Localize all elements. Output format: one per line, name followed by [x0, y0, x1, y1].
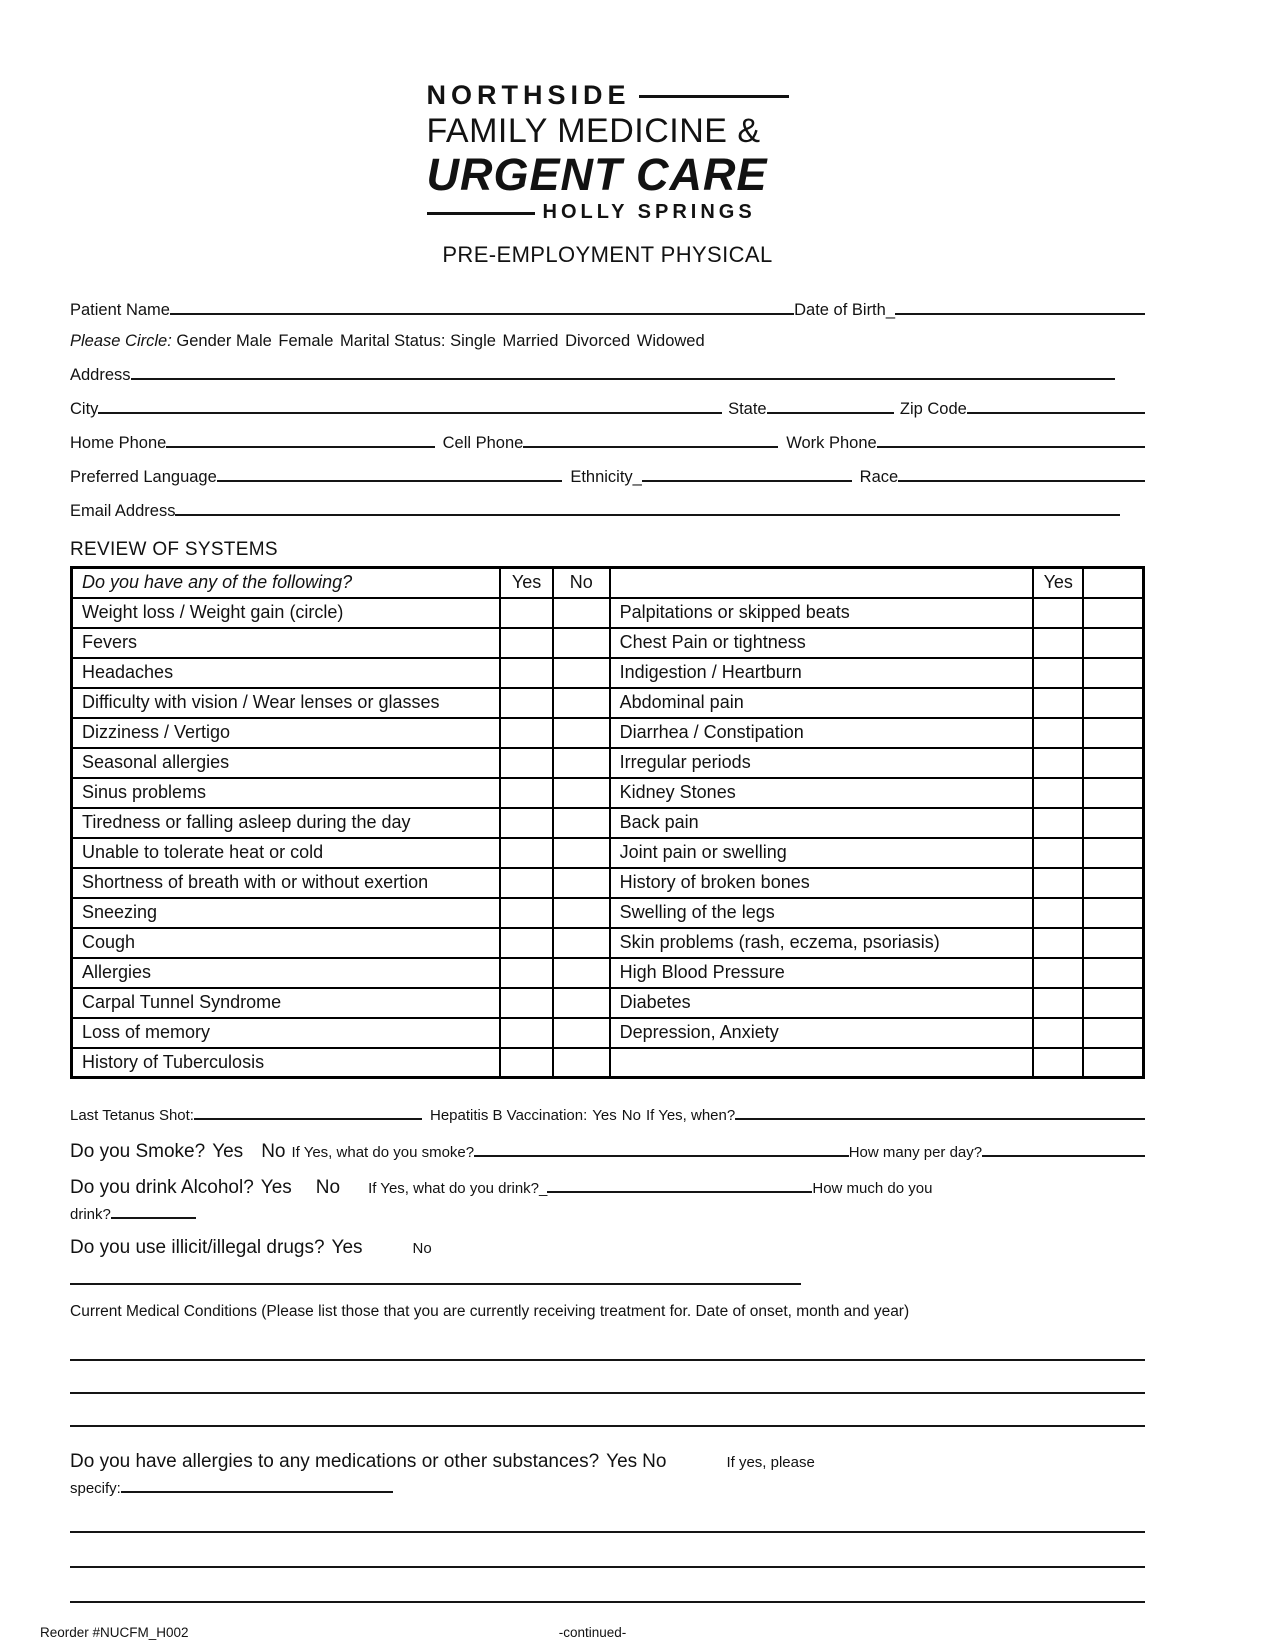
- email-input[interactable]: [175, 499, 1120, 516]
- ros-no-checkbox-left[interactable]: [553, 988, 610, 1018]
- reorder-code: Reorder #NUCFM_H002: [40, 1625, 189, 1640]
- ros-table-body: [72, 598, 1144, 1078]
- logo-rule-right: [639, 95, 789, 98]
- ros-yes-checkbox-right[interactable]: [1033, 628, 1083, 658]
- ros-no-checkbox-right[interactable]: [1083, 808, 1143, 838]
- allergy-line-3[interactable]: [70, 1601, 1145, 1603]
- logo-name-mid: FAMILY MEDICINE &: [426, 112, 761, 150]
- conditions-label: Current Medical Conditions (Please list those that you are currently receiving treatment for. Date of onset, month and year): [70, 1303, 910, 1320]
- ros-symptom-right: Diabetes: [610, 988, 1033, 1018]
- alcohol-followup-label: If Yes, what do you drink?_: [368, 1180, 548, 1197]
- ros-symptom-left: Cough: [72, 928, 501, 958]
- ros-yes-checkbox-left[interactable]: [500, 1048, 553, 1078]
- ros-table-row: [72, 628, 1144, 658]
- ros-symptom-left: Sneezing: [72, 898, 501, 928]
- ros-yes-checkbox-left[interactable]: [500, 718, 553, 748]
- ros-no-checkbox-left[interactable]: [553, 958, 610, 988]
- alcohol-no-option[interactable]: No: [315, 1177, 341, 1198]
- ros-no-checkbox-right[interactable]: [1083, 1048, 1143, 1078]
- alcohol-row: [70, 1176, 1145, 1199]
- ros-table-row: [72, 688, 1144, 718]
- ros-symptom-right: Back pain: [610, 808, 1033, 838]
- ros-yes-checkbox-right[interactable]: [1033, 868, 1083, 898]
- race-input[interactable]: [898, 465, 1145, 482]
- allergy-followup-label: If yes, please: [726, 1454, 815, 1471]
- address-label: Address: [70, 366, 131, 384]
- ros-symptom-left: Tiredness or falling asleep during the day: [72, 808, 501, 838]
- ros-yes-checkbox-left[interactable]: [500, 838, 553, 868]
- ros-symptom-right: Skin problems (rash, eczema, psoriasis): [610, 928, 1033, 958]
- ros-no-checkbox-left[interactable]: [553, 628, 610, 658]
- ros-symptom-left: Carpal Tunnel Syndrome: [72, 988, 501, 1018]
- ros-yes-checkbox-left[interactable]: [500, 1018, 553, 1048]
- ros-no-checkbox-right[interactable]: [1083, 868, 1143, 898]
- hepatitis-yes-option[interactable]: Yes: [592, 1107, 617, 1124]
- ros-no-checkbox-left[interactable]: [553, 718, 610, 748]
- ros-symptom-right: Chest Pain or tightness: [610, 628, 1033, 658]
- ros-yes-checkbox-right[interactable]: [1033, 598, 1083, 628]
- zip-input[interactable]: [967, 397, 1145, 414]
- ros-symptom-left: Weight loss / Weight gain (circle): [72, 598, 501, 628]
- ros-yes-checkbox-right[interactable]: [1033, 898, 1083, 928]
- alcohol-how-much-label: How much do you: [812, 1180, 933, 1197]
- ros-question-header: Do you have any of the following?: [72, 568, 501, 598]
- ros-table-row: [72, 718, 1144, 748]
- marital-option-married[interactable]: Married: [502, 332, 559, 350]
- ros-no-checkbox-right[interactable]: [1083, 598, 1143, 628]
- ros-table-row: [72, 598, 1144, 628]
- ros-symptom-right: Kidney Stones: [610, 778, 1033, 808]
- ros-yes-checkbox-left[interactable]: [500, 868, 553, 898]
- allergy-specify-row: [70, 1476, 1145, 1497]
- logo-rule-left: [427, 212, 535, 215]
- ros-symptom-left: Seasonal allergies: [72, 748, 501, 778]
- allergy-specify-label: specify:: [70, 1480, 121, 1497]
- smoke-row: [70, 1140, 1145, 1163]
- ros-no-checkbox-right[interactable]: [1083, 928, 1143, 958]
- ros-symptom-left: Headaches: [72, 658, 501, 688]
- please-circle-label: Please Circle:: [70, 332, 172, 350]
- ros-table-row: [72, 778, 1144, 808]
- ros-symptom-right: Indigestion / Heartburn: [610, 658, 1033, 688]
- ros-yes-checkbox-right[interactable]: [1033, 778, 1083, 808]
- drugs-row: [70, 1237, 1145, 1259]
- ros-symptom-right: Depression, Anxiety: [610, 1018, 1033, 1048]
- marital-status-label: Marital Status:: [340, 332, 446, 350]
- ethnicity-input[interactable]: [642, 465, 852, 482]
- conditions-line-2[interactable]: [70, 1392, 1145, 1394]
- ros-table-row: [72, 868, 1144, 898]
- gender-option-male[interactable]: Male: [236, 332, 272, 350]
- logo-name-main: URGENT CARE: [426, 149, 768, 200]
- work-phone-label: Work Phone: [786, 434, 877, 452]
- cell-phone-input[interactable]: [523, 431, 778, 448]
- drugs-question: Do you use illicit/illegal drugs?: [70, 1237, 325, 1258]
- allergy-yes-option[interactable]: Yes: [606, 1451, 638, 1472]
- page-footer: [40, 1625, 1145, 1640]
- smoke-no-option[interactable]: No: [261, 1141, 286, 1162]
- ros-yes-checkbox-left[interactable]: [500, 898, 553, 928]
- ros-no-checkbox-right[interactable]: [1083, 688, 1143, 718]
- allergy-question: Do you have allergies to any medications or other substances?: [70, 1451, 600, 1472]
- ros-no-checkbox-right[interactable]: [1083, 988, 1143, 1018]
- ros-no-checkbox-left[interactable]: [553, 778, 610, 808]
- city-input[interactable]: [98, 397, 722, 414]
- alcohol-how-much-input[interactable]: [111, 1202, 196, 1219]
- ros-yes-checkbox-left[interactable]: [500, 598, 553, 628]
- race-label: Race: [859, 468, 899, 486]
- ros-symptom-right: Diarrhea / Constipation: [610, 718, 1033, 748]
- continued-label: -continued-: [558, 1625, 627, 1640]
- ros-no-checkbox-left[interactable]: [553, 808, 610, 838]
- ros-yes-checkbox-right[interactable]: [1033, 928, 1083, 958]
- ros-yes-checkbox-left[interactable]: [500, 688, 553, 718]
- ethnicity-label: Ethnicity_: [570, 468, 642, 486]
- marital-option-divorced[interactable]: Divorced: [565, 332, 631, 350]
- ros-yes-checkbox-left[interactable]: [500, 658, 553, 688]
- gender-option-female[interactable]: Female: [278, 332, 334, 350]
- ros-no-checkbox-left[interactable]: [553, 1048, 610, 1078]
- allergy-line-2[interactable]: [70, 1566, 1145, 1568]
- marital-option-widowed[interactable]: Widowed: [636, 332, 705, 350]
- ros-table-row: [72, 988, 1144, 1018]
- conditions-line-3[interactable]: [70, 1425, 1145, 1427]
- gender-label: Gender: [176, 332, 232, 350]
- allergy-row: [70, 1451, 1145, 1473]
- ros-heading: REVIEW OF SYSTEMS: [70, 539, 278, 560]
- ros-no-checkbox-right[interactable]: [1083, 718, 1143, 748]
- state-label: State: [728, 400, 767, 418]
- logo-name-top: NORTHSIDE: [426, 80, 631, 110]
- drugs-no-option[interactable]: No: [412, 1240, 432, 1257]
- logo-location: HOLLY SPRINGS: [542, 201, 756, 223]
- tetanus-row: [70, 1103, 1145, 1124]
- ros-yes-checkbox-right[interactable]: [1033, 718, 1083, 748]
- ros-no-header-left: No: [553, 568, 610, 598]
- ros-symptom-right: Palpitations or skipped beats: [610, 598, 1033, 628]
- ros-table-row: [72, 748, 1144, 778]
- hepatitis-no-option[interactable]: No: [621, 1107, 641, 1124]
- smoke-question: Do you Smoke?: [70, 1141, 206, 1162]
- ros-yes-checkbox-left[interactable]: [500, 778, 553, 808]
- alcohol-question: Do you drink Alcohol?: [70, 1177, 254, 1198]
- patient-name-label: Patient Name: [70, 301, 170, 319]
- home-phone-input[interactable]: [166, 431, 434, 448]
- ros-no-checkbox-left[interactable]: [553, 688, 610, 718]
- conditions-line-1[interactable]: [70, 1359, 1145, 1361]
- ros-table-row: [72, 958, 1144, 988]
- ros-yes-checkbox-left[interactable]: [500, 748, 553, 778]
- ros-yes-checkbox-right[interactable]: [1033, 1048, 1083, 1078]
- allergy-line-1[interactable]: [70, 1531, 1145, 1533]
- ros-yes-checkbox-right[interactable]: [1033, 658, 1083, 688]
- allergy-no-option[interactable]: No: [642, 1451, 667, 1472]
- ros-yes-checkbox-right[interactable]: [1033, 748, 1083, 778]
- ros-no-checkbox-right[interactable]: [1083, 658, 1143, 688]
- ros-no-checkbox-right[interactable]: [1083, 898, 1143, 928]
- city-label: City: [70, 400, 99, 418]
- ros-symptom-right: History of broken bones: [610, 868, 1033, 898]
- ros-table-row: [72, 1048, 1144, 1078]
- state-input[interactable]: [767, 397, 894, 414]
- form-title: PRE-EMPLOYMENT PHYSICAL: [442, 242, 773, 267]
- ros-symptom-left: History of Tuberculosis: [72, 1048, 501, 1078]
- ros-symptom-left: Fevers: [72, 628, 501, 658]
- ros-yes-header-right: Yes: [1033, 568, 1083, 598]
- language-input[interactable]: [217, 465, 563, 482]
- tetanus-label: Last Tetanus Shot:: [70, 1107, 194, 1124]
- patient-name-input[interactable]: [170, 298, 794, 315]
- ros-no-checkbox-right[interactable]: [1083, 628, 1143, 658]
- allergy-specify-input[interactable]: [121, 1476, 393, 1493]
- ros-yes-checkbox-left[interactable]: [500, 928, 553, 958]
- ros-symptom-right: Joint pain or swelling: [610, 838, 1033, 868]
- tetanus-input[interactable]: [194, 1103, 422, 1120]
- ros-table: [70, 566, 1145, 1079]
- smoke-yes-option[interactable]: Yes: [212, 1141, 244, 1162]
- ros-no-checkbox-left[interactable]: [553, 838, 610, 868]
- ros-symptom-left: Difficulty with vision / Wear lenses or glasses: [72, 688, 501, 718]
- language-label: Preferred Language: [70, 468, 217, 486]
- ros-no-checkbox-left[interactable]: [553, 1018, 610, 1048]
- hepatitis-when-input[interactable]: [735, 1103, 1145, 1120]
- dob-input[interactable]: [895, 298, 1145, 315]
- home-phone-label: Home Phone: [70, 434, 167, 452]
- drugs-yes-option[interactable]: Yes: [331, 1237, 363, 1258]
- ros-yes-checkbox-right[interactable]: [1033, 1018, 1083, 1048]
- ros-no-checkbox-left[interactable]: [553, 748, 610, 778]
- ros-symptom-left: Unable to tolerate heat or cold: [72, 838, 501, 868]
- ros-yes-checkbox-right[interactable]: [1033, 988, 1083, 1018]
- ros-symptom-left: Loss of memory: [72, 1018, 501, 1048]
- ros-yes-header-left: Yes: [500, 568, 553, 598]
- ros-symptom-right: Swelling of the legs: [610, 898, 1033, 928]
- ros-no-checkbox-left[interactable]: [553, 598, 610, 628]
- ros-no-checkbox-right[interactable]: [1083, 1018, 1143, 1048]
- ros-symptom-right: [610, 1048, 1033, 1078]
- ros-table-row: [72, 898, 1144, 928]
- ros-blank-header: [610, 568, 1033, 598]
- ros-yes-checkbox-left[interactable]: [500, 958, 553, 988]
- ros-no-checkbox-right[interactable]: [1083, 958, 1143, 988]
- ros-no-checkbox-left[interactable]: [553, 928, 610, 958]
- ros-yes-checkbox-left[interactable]: [500, 808, 553, 838]
- alcohol-yes-option[interactable]: Yes: [260, 1177, 292, 1198]
- ros-yes-checkbox-right[interactable]: [1033, 838, 1083, 868]
- ros-yes-checkbox-left[interactable]: [500, 628, 553, 658]
- email-label: Email Address: [70, 502, 176, 520]
- ros-no-checkbox-left[interactable]: [553, 898, 610, 928]
- cell-phone-label: Cell Phone: [442, 434, 524, 452]
- ros-no-checkbox-left[interactable]: [553, 868, 610, 898]
- alcohol-what-input[interactable]: [547, 1176, 812, 1193]
- clinic-logo: [427, 80, 789, 224]
- address-input[interactable]: [131, 363, 1115, 380]
- ros-no-checkbox-right[interactable]: [1083, 748, 1143, 778]
- ros-no-header-right: [1083, 568, 1143, 598]
- ros-yes-checkbox-right[interactable]: [1033, 958, 1083, 988]
- ros-symptom-right: Abdominal pain: [610, 688, 1033, 718]
- work-phone-input[interactable]: [877, 431, 1145, 448]
- ros-yes-checkbox-left[interactable]: [500, 988, 553, 1018]
- ros-no-checkbox-right[interactable]: [1083, 838, 1143, 868]
- ros-table-row: [72, 658, 1144, 688]
- smoke-per-day-label: How many per day?: [848, 1144, 983, 1161]
- ros-symptom-left: Allergies: [72, 958, 501, 988]
- ros-table-row: [72, 928, 1144, 958]
- ros-symptom-right: High Blood Pressure: [610, 958, 1033, 988]
- alcohol-drink-label: drink?: [70, 1206, 111, 1223]
- ros-header-row: [72, 568, 1144, 598]
- hepatitis-when-label: If Yes, when?: [645, 1107, 736, 1124]
- ros-symptom-right: Irregular periods: [610, 748, 1033, 778]
- ros-yes-checkbox-right[interactable]: [1033, 808, 1083, 838]
- ros-table-row: [72, 1018, 1144, 1048]
- marital-option-single[interactable]: Single: [450, 332, 496, 350]
- ros-symptom-left: Sinus problems: [72, 778, 501, 808]
- zip-label: Zip Code: [899, 400, 967, 418]
- ros-yes-checkbox-right[interactable]: [1033, 688, 1083, 718]
- ros-symptom-left: Dizziness / Vertigo: [72, 718, 501, 748]
- dob-label: Date of Birth_: [794, 301, 895, 319]
- ros-table-row: [72, 838, 1144, 868]
- smoke-what-input[interactable]: [474, 1140, 849, 1157]
- ros-no-checkbox-right[interactable]: [1083, 778, 1143, 808]
- smoke-followup-label: If Yes, what do you smoke?: [291, 1144, 475, 1161]
- ros-table-row: [72, 808, 1144, 838]
- circle-row: [70, 332, 1145, 351]
- alcohol-row-2: [70, 1202, 1145, 1223]
- hepatitis-label: Hepatitis B Vaccination:: [429, 1107, 588, 1124]
- ros-no-checkbox-left[interactable]: [553, 658, 610, 688]
- drugs-answer-line[interactable]: [70, 1283, 801, 1285]
- ros-symptom-left: Shortness of breath with or without exertion: [72, 868, 501, 898]
- smoke-per-day-input[interactable]: [982, 1140, 1145, 1157]
- patient-info-section: [70, 298, 1145, 521]
